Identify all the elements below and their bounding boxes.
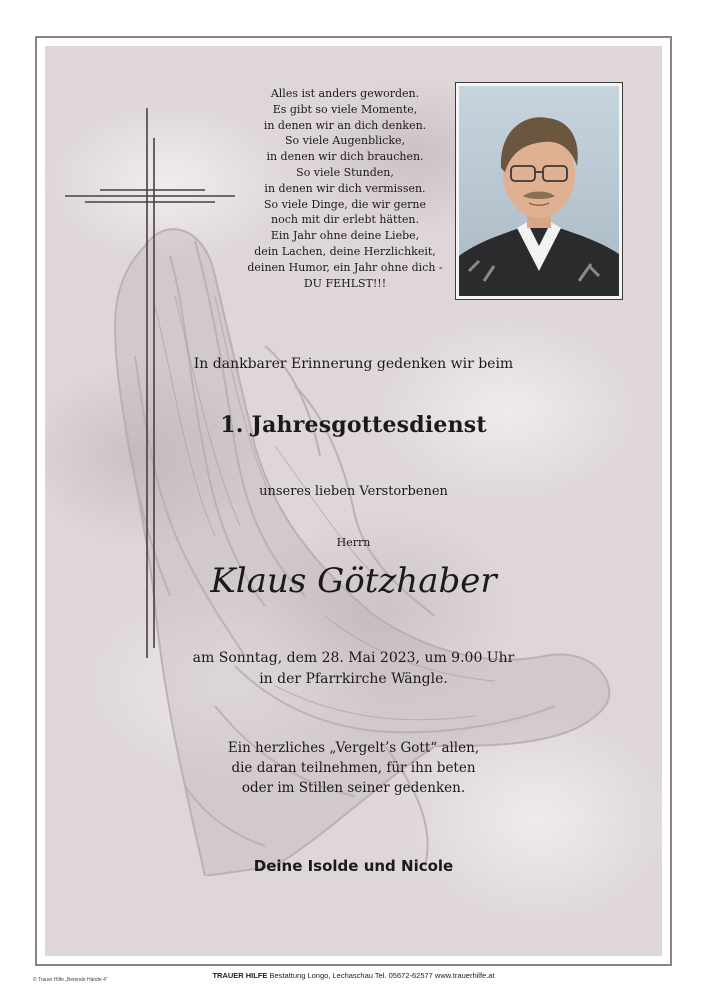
thanks-text [45, 738, 662, 798]
footer-brand: TRAUER HILFE [212, 971, 268, 980]
footer [0, 971, 707, 980]
poem-line: So viele Stunden, [296, 165, 394, 179]
thanks-line: Ein herzliches „Vergelt’s Gott“ allen, [227, 740, 480, 756]
card-frame [35, 36, 672, 966]
service-details [45, 648, 662, 690]
portrait-image [459, 86, 619, 296]
poem-line: Es gibt so viele Momente, [272, 102, 418, 116]
portrait-photo [455, 82, 623, 300]
poem-line: in denen wir an dich denken. [263, 118, 427, 132]
service-title: 1. Jahresgottesdienst [220, 412, 487, 438]
deceased-description: unseres lieben Verstorbenen [259, 484, 448, 499]
service-place: in der Pfarrkirche Wängle. [259, 671, 448, 687]
deceased-name: Klaus Götzhaber [210, 561, 497, 601]
poem-line: noch mit dir erlebt hätten. [271, 213, 419, 227]
poem-line: Ein Jahr ohne deine Liebe, [270, 229, 420, 243]
footer-info: Bestattung Longo, Lechaschau Tel. 05672-62577 www.trauerhilfe.at [267, 971, 495, 980]
thanks-line: die daran teilnehmen, für ihn beten [231, 760, 476, 776]
poem-line: So viele Augenblicke, [285, 134, 405, 148]
poem-line: DU FEHLST!!! [303, 276, 387, 290]
poem-line: deinen Humor, ein Jahr ohne dich - [247, 260, 443, 274]
poem-line: So viele Dinge, die wir gerne [263, 197, 427, 211]
service-date: am Sonntag, dem 28. Mai 2023, um 9.00 Uhr [192, 650, 515, 666]
copyright-note: © Trauer Hilfe „Betende Hände 4“ [33, 977, 108, 983]
family-signature: Deine Isolde und Nicole [253, 857, 454, 875]
poem-line: in denen wir dich brauchen. [266, 150, 424, 164]
poem-line: Alles ist anders geworden. [270, 87, 420, 100]
intro-text: In dankbarer Erinnerung gedenken wir beim [193, 356, 514, 372]
memorial-card [45, 46, 662, 956]
honorific: Herrn [336, 536, 371, 549]
poem-line: dein Lachen, deine Herzlichkeit, [254, 244, 436, 258]
thanks-line: oder im Stillen seiner gedenken. [241, 780, 466, 796]
memorial-poem [235, 86, 455, 291]
poem-line: in denen wir dich vermissen. [264, 181, 426, 195]
